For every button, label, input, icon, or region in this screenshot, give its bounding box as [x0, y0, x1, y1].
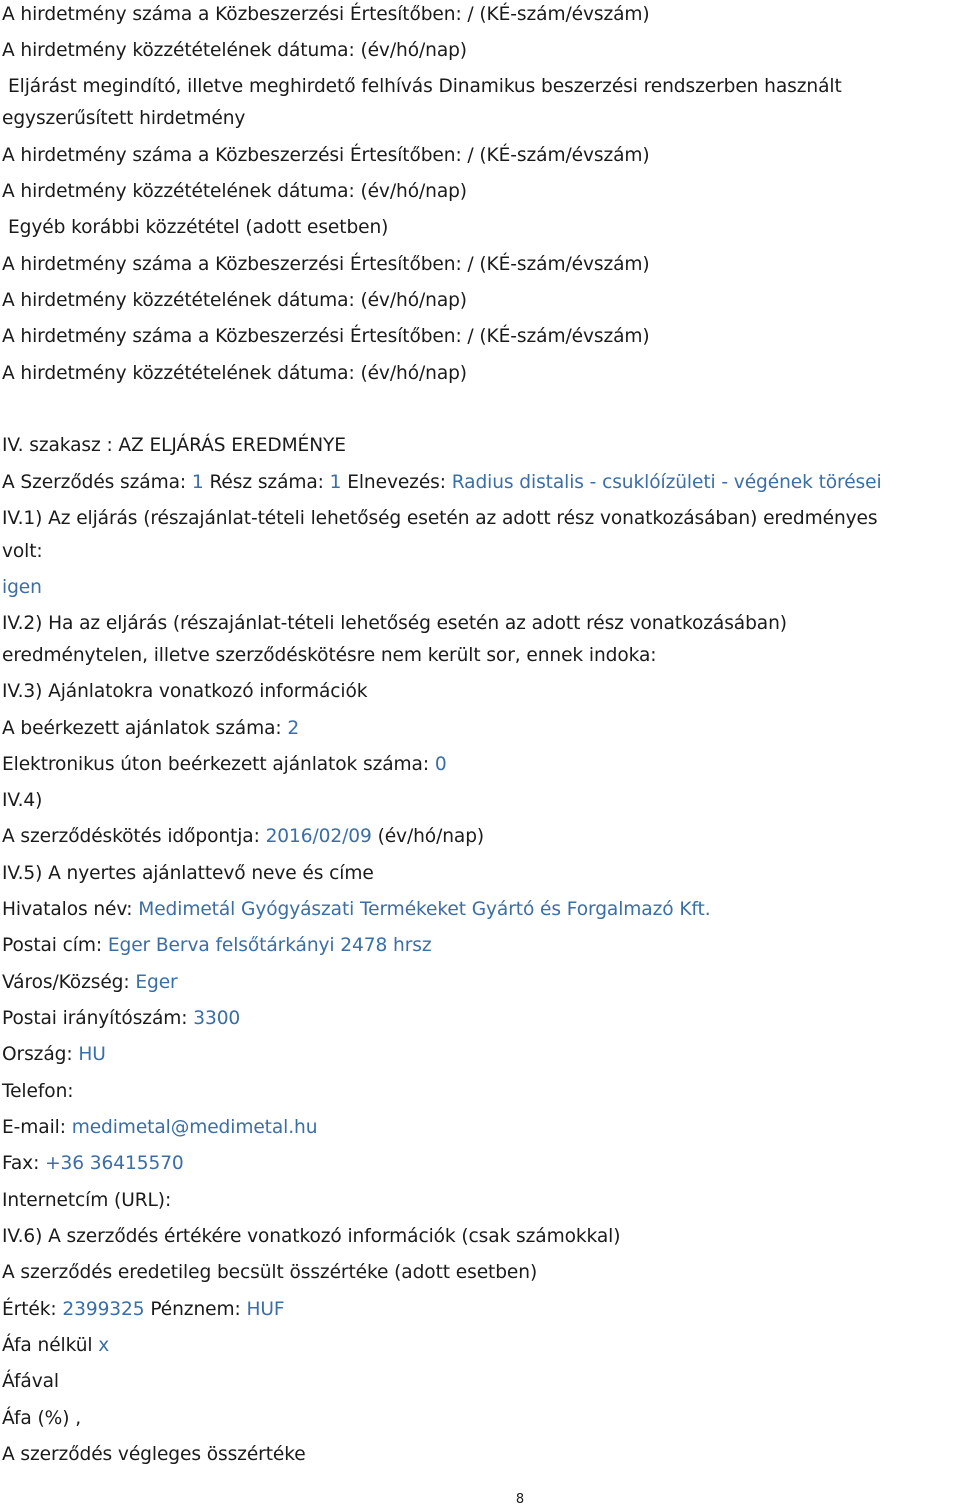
offers-label: A beérkezett ajánlatok száma:	[2, 718, 282, 739]
page-number: 8	[515, 1492, 525, 1507]
name-label: Elnevezés:	[347, 472, 446, 493]
procedure-notice-line: Eljárást megindító, illetve meghirdető felhívás Dinamikus beszerzési rendszerben használt	[8, 76, 842, 97]
iv2-question: IV.2) Ha az eljárás (részajánlat-tételi lehetőség esetén az adott rész vonatkozásában)	[2, 613, 787, 634]
other-publication-line: Egyéb korábbi közzététel (adott esetben)	[8, 217, 389, 238]
iv4-heading: IV.4)	[2, 790, 43, 811]
contract-number-value: 1	[191, 472, 204, 493]
email-label: E-mail:	[2, 1117, 66, 1138]
address-value: Eger Berva felsőtárkányi 2478 hrsz	[107, 935, 432, 956]
contract-date-format: (év/hó/nap)	[377, 826, 485, 847]
value-line	[2, 1299, 284, 1321]
iv6-heading: IV.6) A szerződés értékére vonatkozó információk (csak számokkal)	[2, 1226, 621, 1247]
city-line	[2, 972, 178, 994]
fax-label: Fax:	[2, 1153, 40, 1174]
notice-date-line: A hirdetmény közzétételének dátuma: (év/hó/nap)	[2, 290, 467, 311]
phone-label: Telefon:	[2, 1081, 74, 1102]
address-label: Postai cím:	[2, 935, 103, 956]
part-number-label: Rész száma:	[209, 472, 324, 493]
e-offers-line	[2, 754, 447, 776]
notice-date-line: A hirdetmény közzétételének dátuma: (év/hó/nap)	[2, 181, 467, 202]
zip-value: 3300	[193, 1008, 241, 1029]
url-label: Internetcím (URL):	[2, 1190, 172, 1211]
simplified-notice-line: egyszerűsített hirdetmény	[2, 108, 246, 129]
estimated-total-line: A szerződés eredetileg becsült összértéke (adott esetben)	[2, 1262, 538, 1283]
final-total-line: A szerződés végleges összértéke	[2, 1444, 306, 1465]
notice-number-line: A hirdetmény száma a Közbeszerzési Értesítőben: / (KÉ-szám/évszám)	[2, 254, 650, 275]
currency-label: Pénznem:	[150, 1299, 241, 1320]
vat-percent-line: Áfa (%) ,	[2, 1408, 82, 1429]
value-label: Érték:	[2, 1299, 57, 1320]
zip-line	[2, 1008, 240, 1030]
e-offers-label: Elektronikus úton beérkezett ajánlatok száma:	[2, 754, 430, 775]
with-vat-line: Áfával	[2, 1371, 59, 1392]
iv1-question: IV.1) Az eljárás (részajánlat-tételi lehetőség esetén az adott rész vonatkozásában) eredményes	[2, 508, 878, 529]
notice-number-line: A hirdetmény száma a Közbeszerzési Értesítőben: / (KÉ-szám/évszám)	[2, 326, 650, 347]
part-number-value: 1	[329, 472, 342, 493]
contract-date-value: 2016/02/09	[265, 826, 372, 847]
official-name-label: Hivatalos név:	[2, 899, 133, 920]
country-line	[2, 1044, 106, 1066]
notice-number-line: A hirdetmény száma a Közbeszerzési Értesítőben: / (KÉ-szám/évszám)	[2, 145, 650, 166]
official-name-line	[2, 899, 711, 921]
url-line	[2, 1190, 171, 1212]
iv1-question-cont: volt:	[2, 541, 43, 562]
no-vat-line	[2, 1335, 109, 1357]
city-label: Város/Község:	[2, 972, 130, 993]
currency-value: HUF	[246, 1299, 285, 1320]
country-value: HU	[78, 1044, 106, 1065]
address-line	[2, 935, 432, 957]
section-heading: IV. szakasz : AZ ELJÁRÁS EREDMÉNYE	[2, 435, 346, 456]
offers-value: 2	[287, 718, 300, 739]
no-vat-mark: x	[98, 1335, 110, 1356]
contract-number-label: A Szerződés száma:	[2, 472, 187, 493]
iv3-heading: IV.3) Ajánlatokra vonatkozó információk	[2, 681, 368, 702]
phone-line	[2, 1081, 73, 1103]
contract-line	[2, 472, 882, 494]
notice-number-line: A hirdetmény száma a Közbeszerzési Értesítőben: / (KÉ-szám/évszám)	[2, 4, 650, 25]
zip-label: Postai irányítószám:	[2, 1008, 188, 1029]
offers-line	[2, 718, 299, 740]
email-line	[2, 1117, 317, 1139]
iv5-heading: IV.5) A nyertes ajánlattevő neve és címe	[2, 863, 374, 884]
email-value: medimetal@medimetal.hu	[71, 1117, 318, 1138]
official-name-value: Medimetál Gyógyászati Termékeket Gyártó és Forgalmazó Kft.	[138, 899, 711, 920]
e-offers-value: 0	[434, 754, 447, 775]
name-value: Radius distalis - csuklóízületi - végének törései	[451, 472, 882, 493]
contract-date-label: A szerződéskötés időpontja:	[2, 826, 260, 847]
value-amount: 2399325	[62, 1299, 145, 1320]
no-vat-label: Áfa nélkül	[2, 1335, 93, 1356]
iv2-question-cont: eredménytelen, illetve szerződéskötésre nem került sor, ennek indoka:	[2, 645, 657, 666]
contract-date-line	[2, 826, 484, 848]
city-value: Eger	[135, 972, 178, 993]
fax-value: +36 36415570	[45, 1153, 184, 1174]
fax-line	[2, 1153, 184, 1175]
iv1-value: igen	[2, 577, 42, 598]
notice-date-line: A hirdetmény közzétételének dátuma: (év/hó/nap)	[2, 40, 467, 61]
notice-date-line: A hirdetmény közzétételének dátuma: (év/hó/nap)	[2, 363, 467, 384]
country-label: Ország:	[2, 1044, 73, 1065]
